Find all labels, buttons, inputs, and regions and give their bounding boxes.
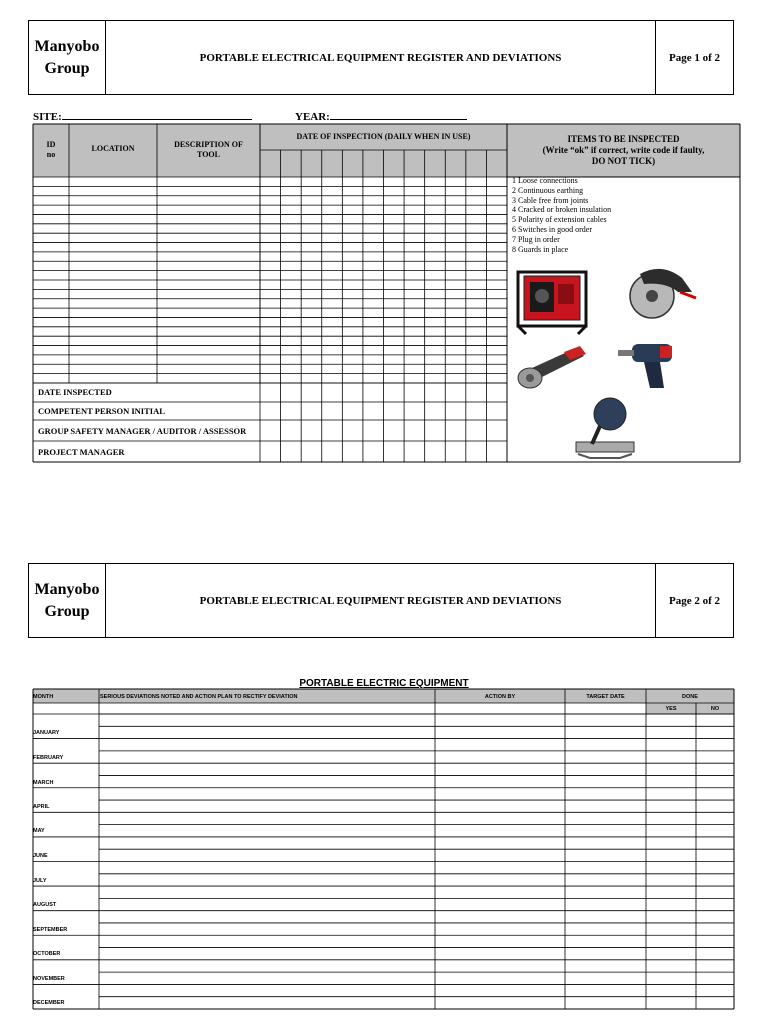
target-date-column-header: TARGET DATE: [586, 694, 625, 700]
list-item: 5 Polarity of extension cables: [512, 215, 607, 225]
month-label: MARCH: [33, 780, 54, 786]
date-of-inspection-header: DATE OF INSPECTION (DAILY WHEN IN USE): [296, 132, 471, 141]
list-item: 7 Plug in order: [512, 234, 560, 244]
page-number: Page 2 of 2: [655, 564, 733, 637]
deviations-column-header: SERIOUS DEVIATIONS NOTED AND ACTION PLAN TO RECTIFY DEVIATION: [100, 694, 298, 700]
table-title: PORTABLE ELECTRIC EQUIPMENT: [299, 678, 469, 689]
done-column-header: DONE: [682, 694, 698, 700]
action-by-column-header: ACTION BY: [484, 694, 516, 700]
items-heading: ITEMS TO BE INSPECTED: [567, 134, 680, 144]
month-label: JANUARY: [33, 730, 60, 736]
description-column-header: DESCRIPTION OF TOOL: [174, 140, 243, 159]
yes-column-header: YES: [665, 706, 677, 712]
list-item: 2 Continuous earthing: [512, 185, 584, 195]
list-item: 4 Cracked or broken insulation: [512, 205, 612, 215]
no-column-header: NO: [710, 706, 720, 712]
site-label: SITE:: [33, 111, 62, 123]
footer-row-label: GROUP SAFETY MANAGER / AUDITOR / ASSESSOR: [38, 426, 247, 436]
month-label: JULY: [33, 878, 47, 884]
items-subheading-2: DO NOT TICK): [591, 156, 656, 166]
company-name: Manyobo Group: [29, 564, 106, 637]
id-column-header: ID no: [46, 140, 56, 159]
page-number: Page 1 of 2: [655, 21, 733, 94]
footer-row-label: COMPETENT PERSON INITIAL: [38, 406, 165, 416]
footer-row-label: DATE INSPECTED: [38, 387, 112, 397]
list-item: 8 Guards in place: [512, 244, 569, 254]
month-label: AUGUST: [33, 902, 57, 908]
month-label: APRIL: [33, 804, 50, 810]
location-column-header: LOCATION: [91, 144, 135, 153]
month-label: DECEMBER: [33, 1000, 65, 1006]
month-label: SEPTEMBER: [33, 927, 68, 933]
month-label: NOVEMBER: [33, 976, 65, 982]
month-label: OCTOBER: [33, 951, 61, 957]
month-label: JUNE: [33, 853, 48, 859]
list-item: 6 Switches in good order: [512, 224, 592, 234]
month-label: FEBRUARY: [33, 755, 64, 761]
company-name: Manyobo Group: [29, 21, 106, 94]
document-title: PORTABLE ELECTRICAL EQUIPMENT REGISTER AND DEVIATIONS: [199, 594, 562, 607]
month-column-header: MONTH: [33, 694, 54, 700]
document-title: PORTABLE ELECTRICAL EQUIPMENT REGISTER AND DEVIATIONS: [199, 51, 562, 64]
month-label: MAY: [33, 828, 45, 834]
list-item: 3 Cable free from joints: [512, 195, 589, 205]
items-subheading: (Write “ok” if correct, write code if faulty,: [542, 145, 705, 155]
list-item: 1 Loose connections: [512, 176, 578, 185]
footer-row-label: PROJECT MANAGER: [38, 447, 125, 457]
year-label: YEAR:: [295, 111, 330, 123]
